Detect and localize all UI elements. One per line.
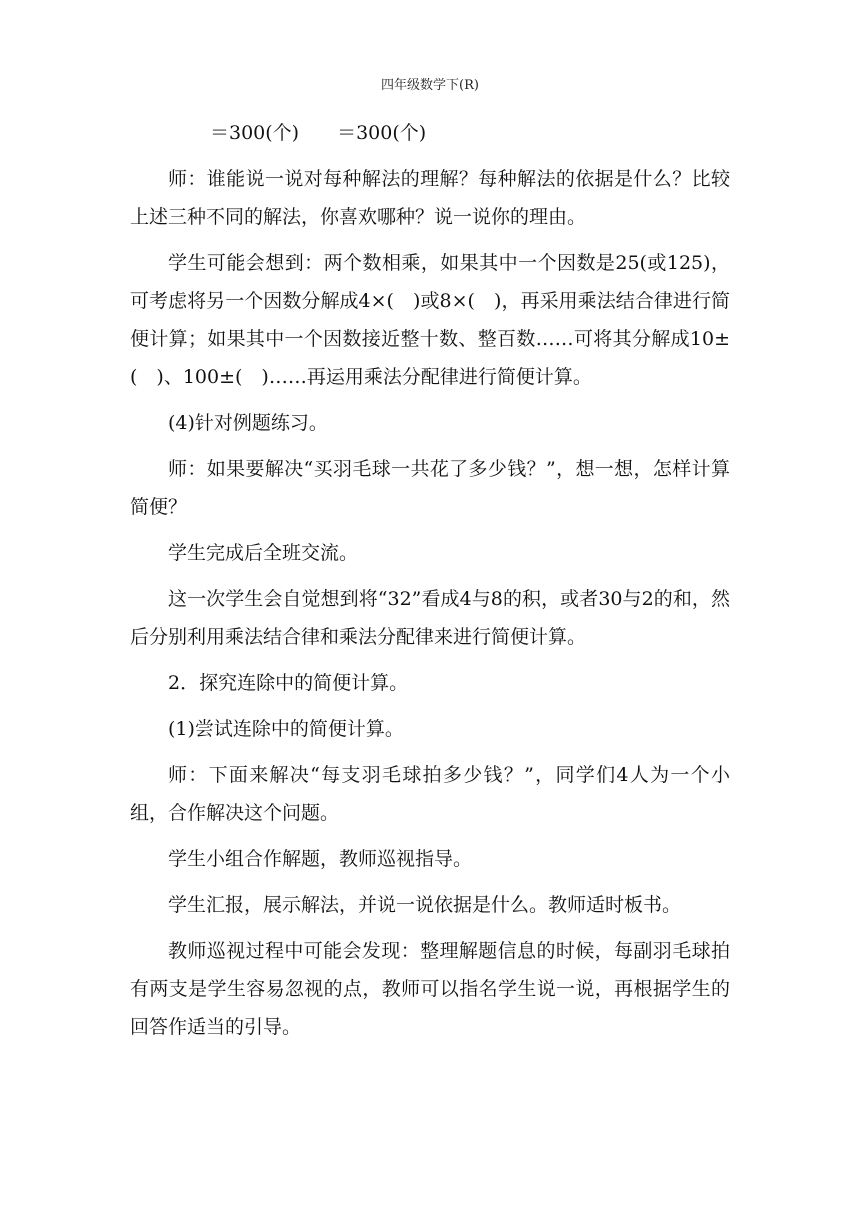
body-text — [130, 114, 730, 1054]
paragraph: (4)针对例题练习。 — [168, 412, 328, 434]
paragraph: 师：下面来解决“每支羽毛球拍多少钱？”，同学们4人为一个小组，合作解决这个问题。 — [130, 764, 730, 824]
paragraph: 师：谁能说一说对每种解法的理解？每种解法的依据是什么？比较上述三种不同的解法，你喜欢哪种？说一说你的理由。 — [130, 168, 730, 228]
equation-line: ＝300(个) ＝300(个) — [210, 122, 427, 144]
paragraph: 这一次学生会自觉想到将“32”看成4与8的积，或者30与2的和，然后分别利用乘法结合律和乘法分配律来进行简便计算。 — [130, 588, 730, 648]
paragraph: 师：如果要解决“买羽毛球一共花了多少钱？”，想一想，怎样计算简便？ — [130, 458, 730, 518]
paragraph: 学生完成后全班交流。 — [168, 542, 359, 564]
section-heading: 2．探究连除中的简便计算。 — [168, 672, 409, 694]
paragraph: 教师巡视过程中可能会发现：整理解题信息的时候，每副羽毛球拍有两支是学生容易忽视的点，教师可以指名学生说一说，再根据学生的回答作适当的引导。 — [130, 940, 730, 1038]
paragraph: 学生可能会想到：两个数相乘，如果其中一个因数是25(或125)，可考虑将另一个因数分解成4×( )或8×( )，再采用乘法结合律进行简便计算；如果其中一个因数接近整十数、整百数……可将其分解成10±( )、100±( )……再运用乘法分配律进行简便计算。 — [130, 252, 730, 388]
paragraph: 学生小组合作解题，教师巡视指导。 — [168, 848, 473, 870]
running-header: 四年级数学下(R) — [381, 78, 479, 93]
subsection-heading: (1)尝试连除中的简便计算。 — [168, 718, 404, 740]
paragraph: 学生汇报，展示解法，并说一说依据是什么。教师适时板书。 — [168, 894, 682, 916]
